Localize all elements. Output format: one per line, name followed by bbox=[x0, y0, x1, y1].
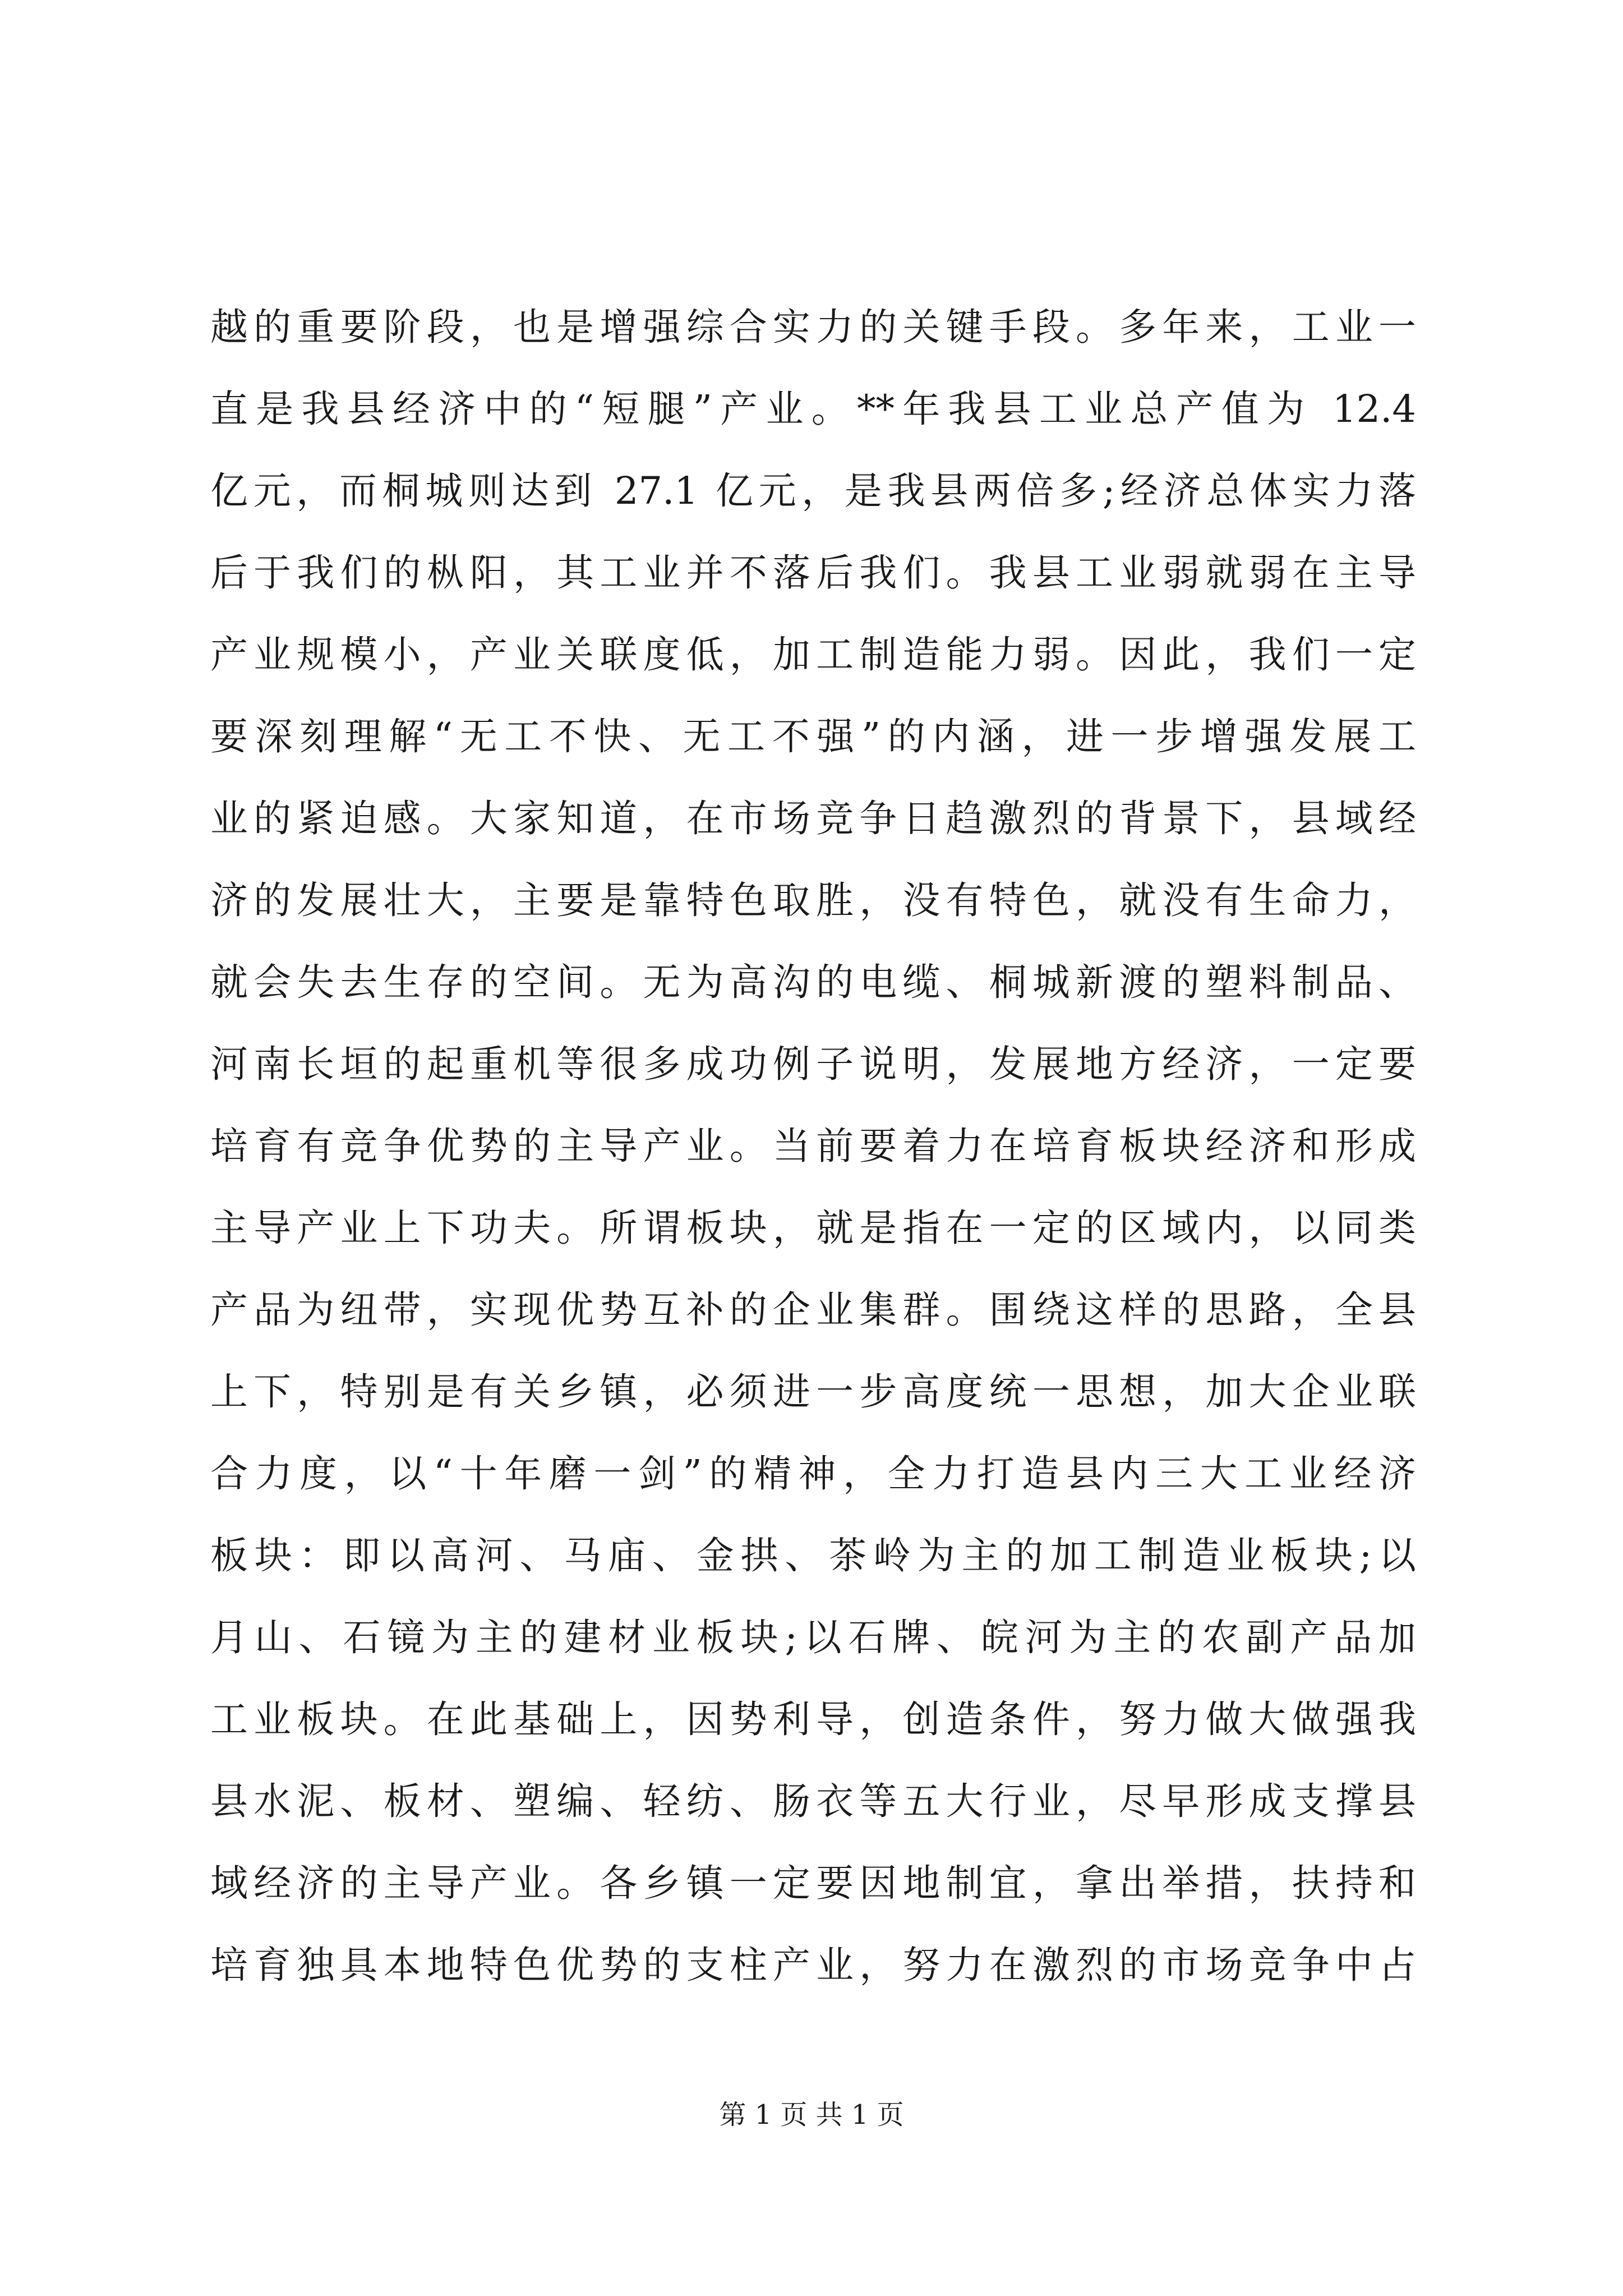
text-line: 越的重要阶段，也是增强综合实力的关键手段。多年来，工业一 bbox=[210, 305, 1416, 349]
text-line: 业的紧迫感。大家知道，在市场竞争日趋激烈的背景下，县域经 bbox=[210, 797, 1416, 840]
text-line: 主导产业上下功夫。所谓板块，就是指在一定的区域内，以同类 bbox=[210, 1206, 1416, 1250]
page-footer bbox=[0, 2098, 1623, 2132]
text-line: 合力度，以“十年磨一剑”的精神，全力打造县内三大工业经济 bbox=[210, 1452, 1416, 1496]
text-line: 月山、石镜为主的建材业板块;以石牌、皖河为主的农副产品加 bbox=[210, 1616, 1416, 1659]
page-number-label: 第 1 页 共 1 页 bbox=[719, 2099, 904, 2131]
text-line: 板块：即以高河、马庙、金拱、茶岭为主的加工制造业板块;以 bbox=[210, 1534, 1416, 1577]
text-line: 产业规模小，产业关联度低，加工制造能力弱。因此，我们一定 bbox=[210, 633, 1416, 677]
text-line: 域经济的主导产业。各乡镇一定要因地制宜，拿出举措，扶持和 bbox=[210, 1861, 1416, 1905]
text-line: 济的发展壮大，主要是靠特色取胜，没有特色，就没有生命力， bbox=[210, 878, 1416, 922]
text-line: 培育有竞争优势的主导产业。当前要着力在培育板块经济和形成 bbox=[210, 1124, 1416, 1168]
body-paragraph bbox=[210, 286, 1416, 2006]
text-line: 后于我们的枞阳，其工业并不落后我们。我县工业弱就弱在主导 bbox=[210, 551, 1416, 595]
text-line: 培育独具本地特色优势的支柱产业，努力在激烈的市场竞争中占 bbox=[210, 1943, 1416, 1987]
text-line: 工业板块。在此基础上，因势利导，创造条件，努力做大做强我 bbox=[210, 1697, 1416, 1741]
text-line: 产品为纽带，实现优势互补的企业集群。围绕这样的思路，全县 bbox=[210, 1288, 1416, 1332]
text-line: 上下，特别是有关乡镇，必须进一步高度统一思想，加大企业联 bbox=[210, 1370, 1416, 1414]
text-line: 河南长垣的起重机等很多成功例子说明，发展地方经济，一定要 bbox=[210, 1042, 1416, 1086]
text-line: 亿元，而桐城则达到 27.1 亿元，是我县两倍多;经济总体实力落 bbox=[210, 469, 1416, 513]
text-line: 直是我县经济中的“短腿”产业。**年我县工业总产值为 12.4 bbox=[210, 387, 1416, 431]
text-line: 要深刻理解“无工不快、无工不强”的内涵，进一步增强发展工 bbox=[210, 715, 1416, 758]
text-line: 县水泥、板材、塑编、轻纺、肠衣等五大行业，尽早形成支撑县 bbox=[210, 1779, 1416, 1823]
text-line: 就会失去生存的空间。无为高沟的电缆、桐城新渡的塑料制品、 bbox=[210, 960, 1416, 1004]
